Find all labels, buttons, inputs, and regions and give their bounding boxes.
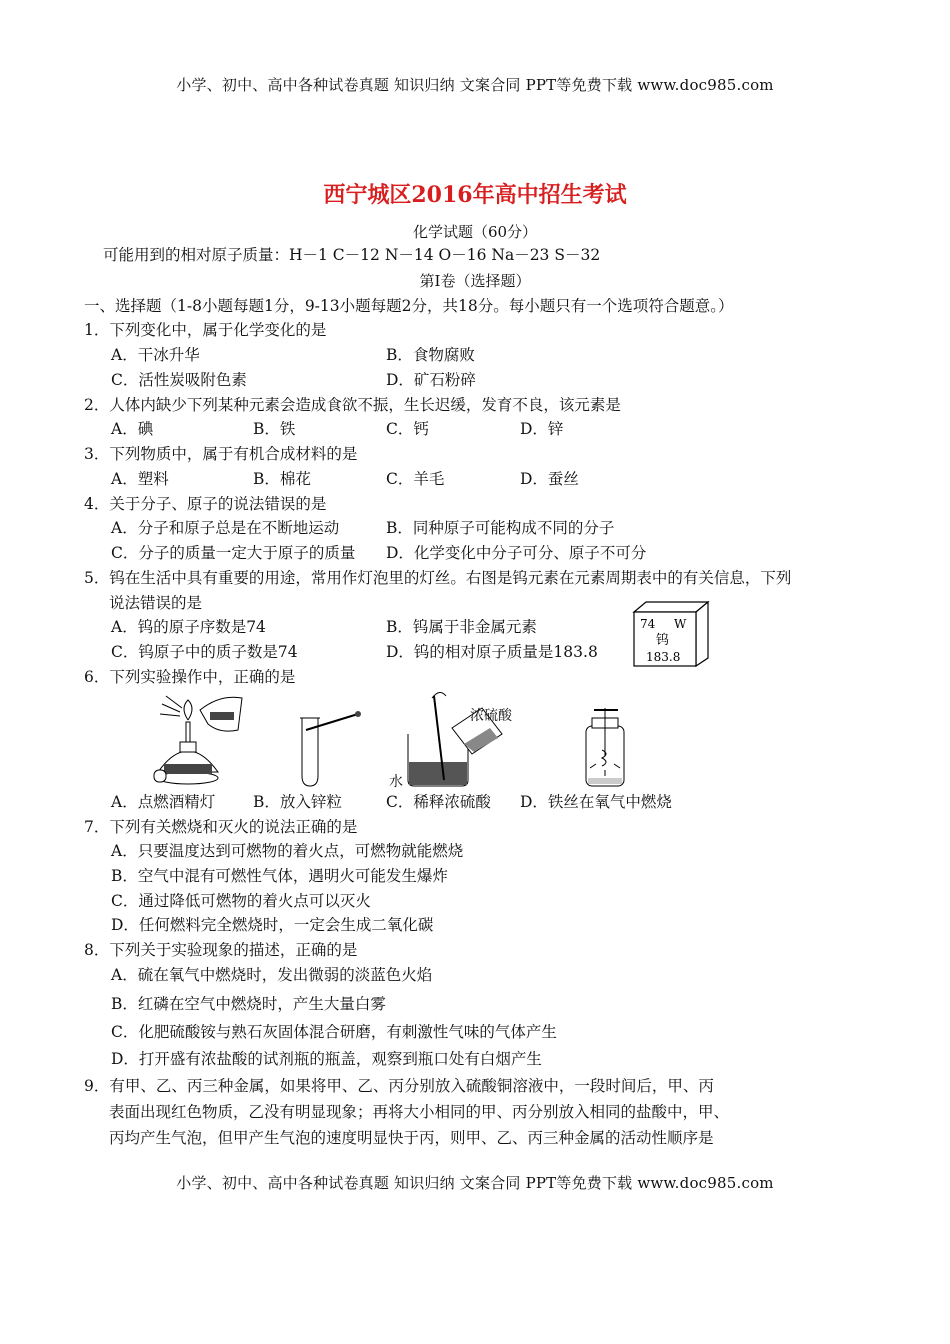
q3-option-d: D．蚕丝	[520, 470, 579, 488]
q8-option-b: B．红磷在空气中燃烧时，产生大量白雾	[111, 995, 386, 1013]
q7-option-b: B．空气中混有可燃性气体，遇明火可能发生爆炸	[111, 867, 448, 885]
q9-line2: 表面出现红色物质，乙没有明显现象；再将大小相同的甲、丙分别放入相同的盐酸中，甲、	[109, 1103, 730, 1121]
q4-option-b: B．同种原子可能构成不同的分子	[386, 519, 615, 537]
header-banner: 小学、初中、高中各种试卷真题 知识归纳 文案合同 PPT等免费下载 www.doc985.com	[176, 76, 774, 94]
q8-stem: 8．下列关于实验现象的描述，正确的是	[84, 941, 358, 959]
q7-stem: 7．下列有关燃烧和灭火的说法正确的是	[84, 818, 358, 836]
q5-option-d: D．钨的相对原子质量是183.8	[386, 643, 598, 661]
q2-option-b: B．铁	[253, 420, 296, 438]
q5-option-b: B．钨属于非金属元素	[386, 618, 537, 636]
element-number: 74	[640, 617, 656, 631]
q1-stem: 1．下列变化中，属于化学变化的是	[84, 321, 327, 339]
q1-option-b: B．食物腐败	[386, 346, 475, 364]
element-name: 钨	[656, 633, 670, 648]
atomic-masses: 可能用到的相对原子质量：H－1 C－12 N－14 O－16 Na－23 S－32	[103, 246, 601, 264]
element-mass: 183.8	[646, 650, 681, 664]
q3-option-b: B．棉花	[253, 470, 311, 488]
exam-title: 西宁城区2016年高中招生考试	[323, 182, 627, 208]
dilute-acid-figure	[398, 688, 508, 792]
q6-stem: 6．下列实验操作中，正确的是	[84, 668, 296, 686]
footer-banner: 小学、初中、高中各种试卷真题 知识归纳 文案合同 PPT等免费下载 www.doc985.com	[176, 1174, 774, 1192]
q8-option-d: D．打开盛有浓盐酸的试剂瓶的瓶盖，观察到瓶口处有白烟产生	[111, 1050, 542, 1068]
label-concentrated-acid: 浓硫酸	[470, 708, 512, 724]
iron-wire-oxygen-figure	[580, 706, 630, 790]
q4-stem: 4．关于分子、原子的说法错误的是	[84, 495, 327, 513]
q2-option-d: D．锌	[520, 420, 564, 438]
q4-option-c: C．分子的质量一定大于原子的质量	[111, 544, 356, 562]
element-symbol: W	[674, 617, 687, 631]
q4-option-d: D．化学变化中分子可分、原子不可分	[386, 544, 647, 562]
q7-option-d: D．任何燃料完全燃烧时，一定会生成二氧化碳	[111, 916, 434, 934]
q1-option-d: D．矿石粉碎	[386, 371, 476, 389]
q3-option-c: C．羊毛	[386, 470, 445, 488]
part-title: 第Ⅰ卷（选择题）	[419, 272, 531, 290]
q1-option-c: C．活性炭吸附色素	[111, 371, 247, 389]
label-water: 水	[389, 774, 403, 790]
q2-stem: 2．人体内缺少下列某种元素会造成食欲不振，生长迟缓，发育不良，该元素是	[84, 396, 621, 414]
q9-line3: 丙均产生气泡，但甲产生气泡的速度明显快于丙，则甲、乙、丙三种金属的活动性顺序是	[109, 1129, 714, 1147]
q5-option-a: A．钨的原子序数是74	[111, 618, 266, 636]
section-instructions: 一、选择题（1-8小题每题1分，9-13小题每题2分，共18分。每小题只有一个选项符合题意。）	[84, 297, 734, 315]
q3-option-a: A．塑料	[111, 470, 169, 488]
q8-option-a: A．硫在氧气中燃烧时，发出微弱的淡蓝色火焰	[111, 966, 433, 984]
subject-line: 化学试题（60分）	[412, 223, 538, 241]
q5-stem-cont: 说法错误的是	[109, 594, 203, 612]
q1-option-a: A．干冰升华	[111, 346, 200, 364]
q6-option-d: D．铁丝在氧气中燃烧	[520, 793, 672, 811]
q6-option-c: C．稀释浓硫酸	[386, 793, 491, 811]
test-tube-figure	[292, 710, 362, 790]
q3-stem: 3．下列物质中，属于有机合成材料的是	[84, 445, 358, 463]
q7-option-a: A．只要温度达到可燃物的着火点，可燃物就能燃烧	[111, 842, 464, 860]
q6-option-a: A．点燃酒精灯	[111, 793, 216, 811]
q9-line1: 9．有甲、乙、丙三种金属，如果将甲、乙、丙分别放入硫酸铜溶液中，一段时间后，甲、丙	[84, 1077, 714, 1095]
q2-option-c: C．钙	[386, 420, 429, 438]
alcohol-lamp-figure	[150, 690, 250, 790]
q5-stem: 5．钨在生活中具有重要的用途，常用作灯泡里的灯丝。右图是钨元素在元素周期表中的有关信息，下列	[84, 569, 792, 587]
q4-option-a: A．分子和原子总是在不断地运动	[111, 519, 340, 537]
q6-option-b: B．放入锌粒	[253, 793, 342, 811]
tungsten-element-card	[630, 598, 712, 668]
q5-option-c: C．钨原子中的质子数是74	[111, 643, 298, 661]
q7-option-c: C．通过降低可燃物的着火点可以灭火	[111, 892, 371, 910]
q2-option-a: A．碘	[111, 420, 154, 438]
q8-option-c: C．化肥硫酸铵与熟石灰固体混合研磨，有刺激性气味的气体产生	[111, 1023, 557, 1041]
